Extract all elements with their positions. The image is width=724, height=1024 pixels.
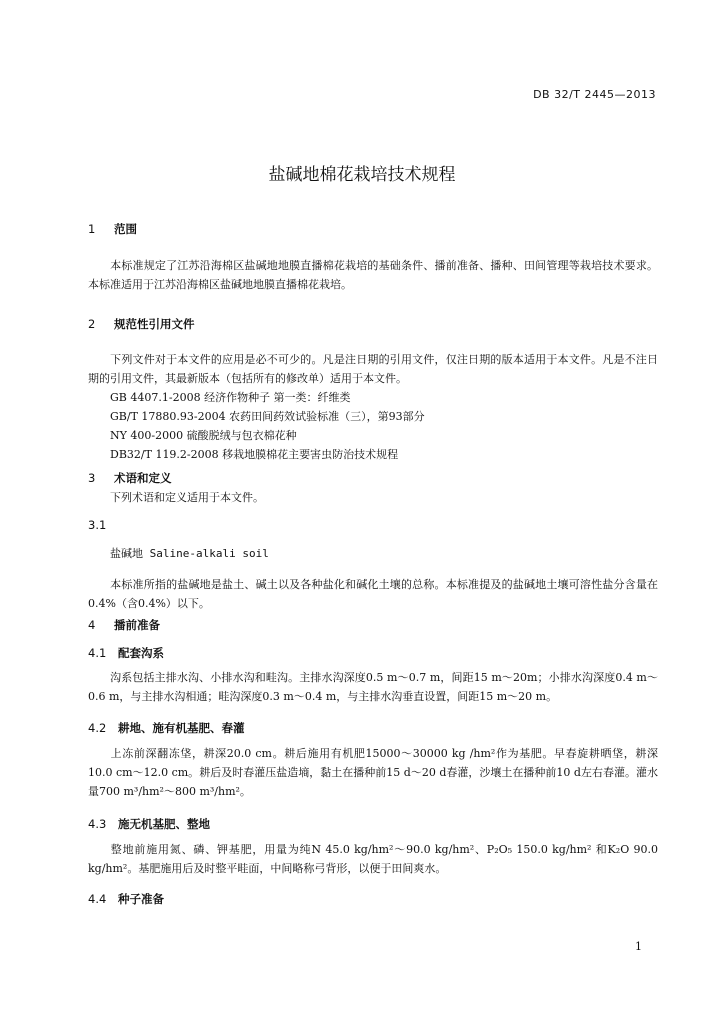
section-number: 3 xyxy=(88,471,96,485)
reference-item: GB 4407.1-2008 经济作物种子 第一类：纤维类 xyxy=(110,391,351,404)
section-title: 术语和定义 xyxy=(114,471,172,485)
subsection-number-3-1: 3.1 xyxy=(88,518,107,532)
subsection-number: 4.1 xyxy=(88,646,107,660)
subsection-heading-4-3 xyxy=(88,816,210,832)
page-number: 1 xyxy=(635,940,642,953)
section-number: 2 xyxy=(88,317,96,331)
reference-item: DB32/T 119.2-2008 移栽地膜棉花主要害虫防治技术规程 xyxy=(110,448,399,461)
section-number: 4 xyxy=(88,618,96,632)
subsection-number: 4.4 xyxy=(88,892,107,906)
paragraph-term-definition: 本标准所指的盐碱地是盐土、碱土以及各种盐化和碱化土壤的总称。本标准提及的盐碱地土壤可溶性盐分含量在0.4%（含0.4%）以下。 xyxy=(88,578,658,610)
paragraph-references: 下列文件对于本文件的应用是必不可少的。凡是注日期的引用文件，仅注日期的版本适用于本文件。凡是不注日期的引用文件，其最新版本（包括所有的修改单）适用于本文件。 xyxy=(88,353,658,385)
document-code: DB 32/T 2445—2013 xyxy=(533,88,656,101)
section-number: 1 xyxy=(88,222,96,236)
section-heading-4 xyxy=(88,617,160,633)
paragraph-fertilizer: 整地前施用氮、磷、钾基肥，用量为纯N 45.0 kg/hm²～90.0 kg/hm²、P₂O₅ 150.0 kg/hm² 和K₂O 90.0 kg/hm²。基肥施用后及时整平畦面，中间略称弓背形，以便于田间爽水。 xyxy=(88,843,658,875)
subsection-title: 施无机基肥、整地 xyxy=(118,817,210,831)
section-heading-3 xyxy=(88,470,172,486)
section-title: 播前准备 xyxy=(114,618,160,632)
paragraph-terms-intro: 下列术语和定义适用于本文件。 xyxy=(110,491,264,504)
reference-item: GB/T 17880.93-2004 农药田间药效试验标准（三），第93部分 xyxy=(110,410,425,423)
subsection-title: 种子准备 xyxy=(118,892,164,906)
reference-item: NY 400-2000 硫酸脱绒与包衣棉花种 xyxy=(110,429,297,442)
subsection-title: 耕地、施有机基肥、春灌 xyxy=(118,721,245,735)
section-heading-1 xyxy=(88,221,137,237)
subsection-heading-4-4 xyxy=(88,891,164,907)
paragraph-ditch-system: 沟系包括主排水沟、小排水沟和畦沟。主排水沟深度0.5 m～0.7 m，间距15 m～20m；小排水沟深度0.4 m～0.6 m，与主排水沟相通；畦沟深度0.3 m～0.4 m，与主排水沟垂直设置，间距15 m～20 m。 xyxy=(88,671,658,703)
paragraph-scope: 本标准规定了江苏沿海棉区盐碱地地膜直播棉花栽培的基础条件、播前准备、播种、田间管理等栽培技术要求。本标准适用于江苏沿海棉区盐碱地地膜直播棉花栽培。 xyxy=(88,259,658,291)
subsection-number: 4.2 xyxy=(88,721,107,735)
page-title: 盐碱地棉花栽培技术规程 xyxy=(268,165,456,185)
paragraph-tillage: 上冻前深翻冻垡，耕深20.0 cm。耕后施用有机肥15000～30000 kg /hm²作为基肥。早春旋耕晒垡，耕深10.0 cm～12.0 cm。耕后及时春灌压盐造墒，黏土在播种前15 d～20 d春灌，沙壤土在播种前10 d左右春灌。灌水量700 m³/hm²～800 m³/hm²。 xyxy=(88,747,658,798)
subsection-heading-4-2 xyxy=(88,720,245,736)
section-heading-2 xyxy=(88,316,195,332)
subsection-number: 4.3 xyxy=(88,817,107,831)
section-title: 规范性引用文件 xyxy=(114,317,195,331)
term-entry: 盐碱地 Saline-alkali soil xyxy=(110,547,269,560)
subsection-heading-4-1 xyxy=(88,645,164,661)
section-title: 范围 xyxy=(114,222,137,236)
subsection-title: 配套沟系 xyxy=(118,646,164,660)
